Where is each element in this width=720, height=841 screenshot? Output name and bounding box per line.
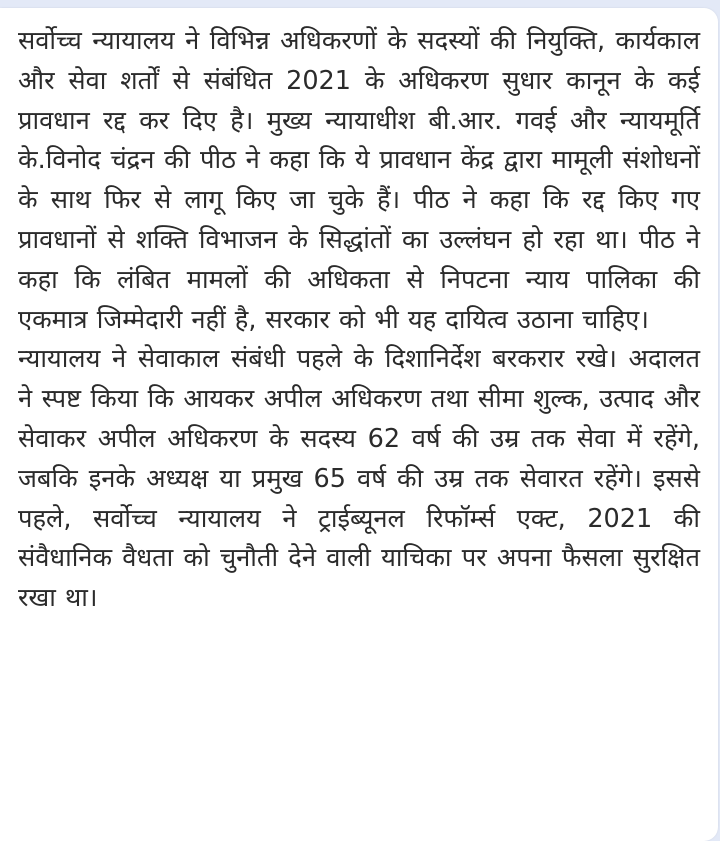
article-paragraph: सर्वोच्च न्यायालय ने विभिन्न अधिकरणों के सदस्यों की नियुक्ति, कार्यकाल और सेवा शर्तों से संबंधित 2021 के अधिकरण सुधार कानून के कई प्रावधान रद्द कर दिए है। मुख्य न्यायाधीश बी.आर. गवई और न्यायमूर्ति के.विनोद चंद्रन की पीठ ने कहा कि ये प्रावधान केंद्र द्वारा मामूली संशोधनों के साथ फिर से लागू किए जा चुके हैं। पीठ ने कहा कि रद्द किए गए प्रावधानों से शक्ति विभाजन के सिद्धांतों का उल्लंघन हो रहा था। पीठ ने कहा कि लंबित मामलों की अधिकता से निपटना न्याय पालिका की एकमात्र जिम्मेदारी नहीं है, सरकार को भी यह दायित्व उठाना चाहिए। [18,26,700,335]
article-card [0,8,718,841]
article-paragraph: न्यायालय ने सेवाकाल संबंधी पहले के दिशानिर्देश बरकरार रखे। अदालत ने स्पष्ट किया कि आयकर अपील अधिकरण तथा सीमा शुल्क, उत्पाद और सेवाकर अपील अधिकरण के सदस्य 62 वर्ष की उम्र तक सेवा में रहेंगे, जबकि इनके अध्यक्ष या प्रमुख 65 वर्ष की उम्र तक सेवारत रहेंगे। इससे पहले, सर्वोच्च न्यायालय ने ट्राईब्यूनल रिफॉर्म्स एक्ट, 2021 की संवैधानिक वैधता को चुनौती देने वाली याचिका पर अपना फैसला सुरक्षित रखा था। [18,344,700,614]
article-body [18,22,700,619]
